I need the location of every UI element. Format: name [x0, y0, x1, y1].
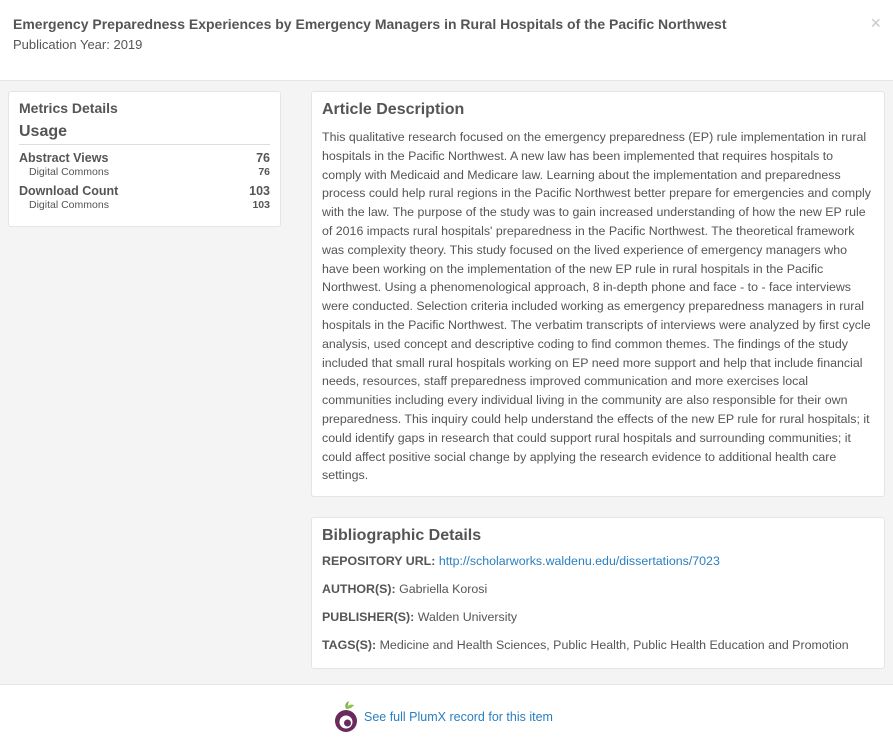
description-heading: Article Description [322, 101, 465, 118]
repository-url-row [322, 554, 874, 568]
metric-sub-value: 103 [252, 199, 270, 211]
metric-label: Download Count [19, 184, 119, 198]
metric-subrow [19, 199, 270, 211]
tags-value: Medicine and Health Sciences, Public Health, Public Health Education and Promotion [379, 638, 849, 652]
metric-subrow [19, 166, 270, 178]
repository-url-link[interactable]: http://scholarworks.waldenu.edu/dissertations/7023 [438, 554, 720, 568]
close-icon[interactable]: × [870, 13, 881, 33]
metrics-title: Metrics Details [19, 100, 118, 116]
modal-footer [0, 684, 893, 743]
article-description-card [311, 91, 885, 497]
metric-value: 103 [249, 184, 270, 198]
plumx-logo-icon [333, 701, 359, 733]
metric-row-abstract-views [19, 151, 270, 165]
biblio-heading: Bibliographic Details [322, 527, 482, 544]
publication-year: Publication Year: 2019 [13, 37, 143, 52]
modal-body [0, 81, 893, 684]
modal-header [0, 0, 893, 81]
metric-sub-label: Digital Commons [29, 166, 109, 178]
author-value: Gabriella Korosi [399, 582, 488, 596]
metric-label: Abstract Views [19, 151, 109, 165]
usage-heading: Usage [19, 123, 270, 145]
metrics-panel [8, 91, 281, 227]
publisher-label: PUBLISHER(S): [322, 610, 415, 624]
metric-sub-label: Digital Commons [29, 199, 109, 211]
article-title: Emergency Preparedness Experiences by Emergency Managers in Rural Hospitals of the Pacific Northwest [13, 16, 727, 32]
metric-row-download-count [19, 184, 270, 198]
metric-value: 76 [256, 151, 270, 165]
plumx-record-link[interactable] [333, 701, 553, 733]
metric-sub-value: 76 [258, 166, 270, 178]
bibliographic-details-card [311, 517, 885, 669]
plumx-link-text[interactable]: See full PlumX record for this item [364, 710, 553, 724]
tags-label: TAGS(S): [322, 638, 377, 652]
repository-url-label: REPOSITORY URL: [322, 554, 436, 568]
tags-row [322, 638, 874, 652]
description-text: This qualitative research focused on the emergency preparedness (EP) rule implementation in rural hospitals in the Pacific Northwest. A new law has been implemented that requires hospitals to comply with Medicaid and Medicare law. Learning about the implementation and preparedness process could help rural regions in the Pacific Northwest better prepare for emergencies and comply with the law. The purpose of the study was to gain increased understanding of how the new EP rule of 2016 impacts rural hospitals' preparedness in the Pacific Northwest. The theoretical framework was complexity theory. This study focused on the lived experience of emergency managers who have been working on the implementation of the new EP rule in rural hospitals in the Pacific Northwest. Using a phenomenological approach, 8 in-depth phone and face - to - face interviews were conducted. Selection criteria included working as emergency preparedness managers in rural hospitals in the Pacific Northwest. The verbatim transcripts of interviews were analyzed by first cycle analysis, used concept and descriptive coding to find common themes. The findings of the study included that small rural hospitals working on EP need more support and help that include financial needs, resources, staff preparedness improved communication and more exercises local communities including every individual living in the community are also responsible for their own preparedness. This inquiry could help understand the effects of the new EP rule for rural hospitals; it could identify gaps in research that could support rural hospitals and surrounding communities; it could affect positive social change by applying the research evidence to additional health care settings. [322, 130, 871, 483]
author-row [322, 582, 874, 596]
author-label: AUTHOR(S): [322, 582, 396, 596]
publisher-value: Walden University [417, 610, 518, 624]
publisher-row [322, 610, 874, 624]
